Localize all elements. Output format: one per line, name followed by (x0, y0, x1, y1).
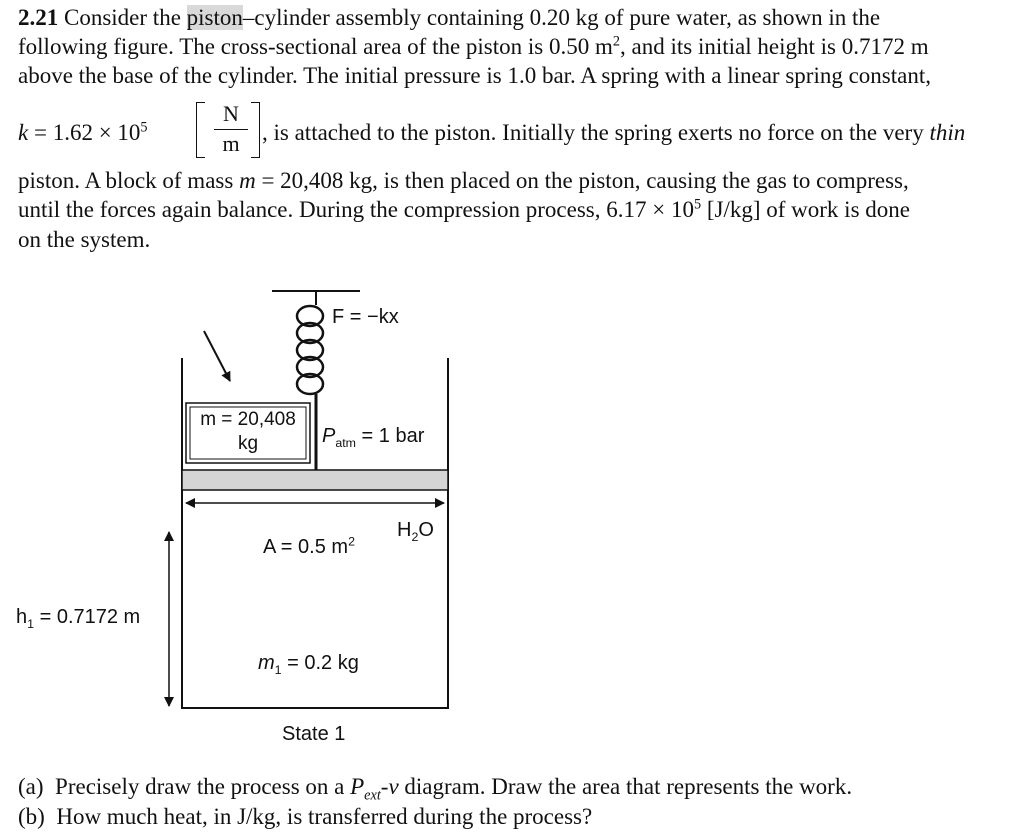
subscript: 2 (411, 530, 419, 544)
mass1-label (258, 652, 359, 675)
superscript: 2 (348, 534, 355, 549)
text-span: until the forces again balance. During the compression process, 6.17 × 10 (18, 197, 694, 222)
highlighted-word[interactable]: piston (186, 5, 243, 30)
patm-label (322, 425, 424, 448)
fraction-bar (214, 129, 248, 130)
text-span: A = 0.5 m (263, 536, 349, 558)
patm-value: = 1 bar (356, 425, 425, 447)
k-variable: k (18, 120, 29, 145)
question-b-label: (b) (18, 804, 45, 829)
text-span: h (16, 606, 28, 628)
m-variable: m (239, 168, 256, 193)
text-span: How much heat, in J/kg, is transferred during the process? (56, 804, 593, 829)
subscript: 1 (27, 617, 35, 631)
mass-label-line-1: m = 20,408 (200, 409, 296, 430)
text-span: of work is done (760, 197, 910, 222)
superscript: 5 (140, 119, 148, 136)
h2o-label (397, 519, 434, 542)
subscript: 1 (274, 663, 282, 677)
mass-block-label (190, 408, 306, 456)
text-span: following figure. The cross-sectional area of the piston is 0.50 m (18, 34, 613, 59)
problem-line-6 (18, 196, 910, 224)
force-label: F = −kx (332, 306, 399, 328)
spring-constant-expr (18, 119, 148, 147)
v-symbol: v (388, 774, 399, 799)
problem-line-1 (18, 4, 880, 32)
text-span: = 1.62 × 10 (28, 120, 141, 145)
piston (182, 470, 448, 490)
spring-coil (297, 306, 323, 394)
left-bracket (196, 102, 205, 158)
units-bracket: [J/kg] (706, 197, 761, 222)
text-span: = 20,408 kg, is then placed on the piston, causing the gas to compress, (255, 168, 909, 193)
text-span: O (418, 519, 434, 541)
subscript: ext (364, 787, 381, 804)
subscript: atm (335, 436, 356, 450)
patm-symbol: P (322, 425, 336, 447)
piston-cylinder-figure (0, 270, 1024, 740)
area-label (263, 536, 355, 559)
text-span: piston. A block of mass (18, 168, 240, 193)
mass-label-line-2: kg (237, 433, 259, 454)
text-span: –cylinder assembly containing 0.20 kg of pure water, as shown in the (242, 5, 881, 30)
text-span: , and its initial height is 0.7172 m (620, 34, 929, 59)
fraction-denominator: m (222, 131, 240, 156)
text-span: Consider the (64, 5, 187, 30)
text-span: H (397, 519, 412, 541)
fraction-numerator: N (223, 101, 239, 126)
height-label (16, 606, 140, 629)
problem-line-3: above the base of the cylinder. The initial pressure is 1.0 bar. A spring with a linear spring constant, (18, 63, 931, 88)
text-span: Precisely draw the process on a (55, 774, 351, 799)
superscript: 2 (612, 33, 621, 50)
question-a (18, 773, 853, 804)
line-4-rest (262, 119, 965, 147)
superscript: 5 (693, 196, 702, 213)
text-span: = 0.7172 m (34, 606, 141, 628)
problem-line-5 (18, 167, 909, 195)
right-bracket (251, 102, 260, 158)
figure-caption: State 1 (282, 723, 346, 745)
placement-arrow (204, 331, 230, 381)
problem-number: 2.21 (18, 5, 59, 30)
text-span: , is attached to the piston. Initially the spring exerts no force on the very (262, 120, 930, 145)
problem-line-2 (18, 33, 929, 61)
text-span: - (380, 774, 389, 799)
italic-word: thin (929, 120, 966, 145)
m1-symbol: m (258, 652, 275, 674)
text-span: diagram. Draw the area that represents the work. (398, 774, 853, 799)
problem-line-7: on the system. (18, 227, 151, 252)
text-span: = 0.2 kg (281, 652, 359, 674)
question-b (18, 803, 592, 831)
question-a-label: (a) (18, 774, 44, 799)
p-symbol: P (350, 774, 365, 799)
